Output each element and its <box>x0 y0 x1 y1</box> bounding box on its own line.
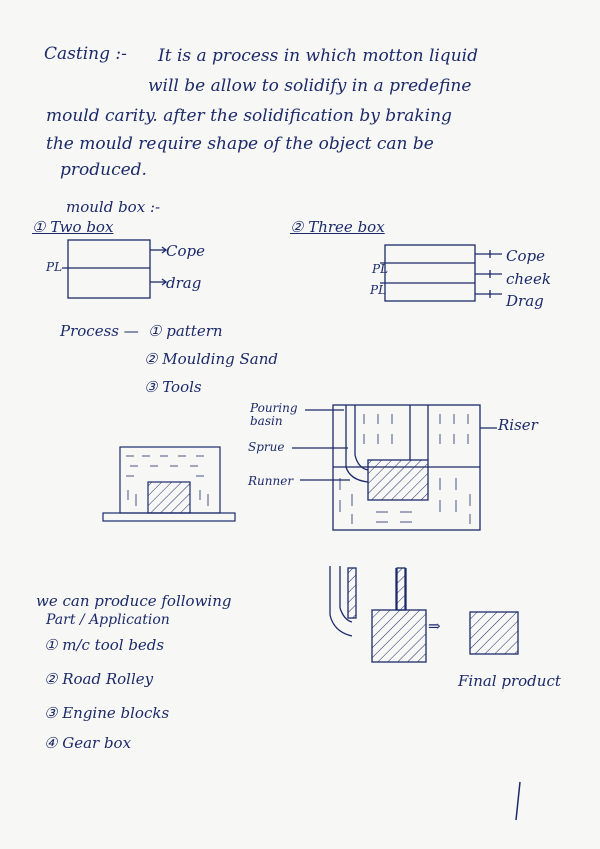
mould-box-heading: mould box :- <box>66 198 161 216</box>
process-item-1: ① pattern <box>148 322 223 340</box>
three-box-diagram <box>380 245 502 301</box>
application-item-1: ① m/c tool beds <box>44 636 165 654</box>
three-box-label: ② Three box <box>290 218 385 236</box>
two-box-cope: Cope <box>166 242 205 260</box>
three-box-cope: Cope <box>506 247 545 265</box>
three-box-cheek: cheek <box>506 270 551 288</box>
intro-line-2: will be allow to solidify in a predefine <box>148 76 472 96</box>
runner-label: Runner <box>248 474 294 488</box>
intro-line-5: produced. <box>60 160 147 180</box>
riser-label: Riser <box>498 416 538 434</box>
three-box-pl-2: PL <box>370 283 387 297</box>
solidified-casting-sketch <box>330 566 426 662</box>
sprue-label: Sprue <box>248 440 285 454</box>
intro-line-4: the mould require shape of the object can be <box>46 134 434 154</box>
three-box-drag: Drag <box>506 292 544 310</box>
application-item-4: ④ Gear box <box>44 734 132 752</box>
pouring-basin-label: Pouring basin <box>250 401 298 428</box>
intro-line-3: mould carity. after the solidification by braking <box>46 106 452 126</box>
pen-stroke <box>516 782 520 820</box>
final-product-label: Final product <box>458 672 561 690</box>
intro-line-1: It is a process in which motton liquid <box>158 46 478 66</box>
process-label: Process — <box>60 322 139 340</box>
three-box-pl-1: PL <box>372 262 389 276</box>
applications-heading-2: Part / Application <box>46 612 170 628</box>
final-product-sketch <box>470 612 518 654</box>
two-box-pl: PL <box>46 260 63 274</box>
pattern-mould-sketch <box>103 447 235 521</box>
two-box-drag: drag <box>166 274 202 292</box>
applications-heading-1: we can produce following <box>36 592 232 610</box>
process-item-2: ② Moulding Sand <box>144 350 278 368</box>
two-box-label: ① Two box <box>32 218 114 236</box>
casting-heading: Casting :- <box>44 44 127 64</box>
application-item-3: ③ Engine blocks <box>44 704 170 722</box>
application-item-2: ② Road Rolley <box>44 670 154 688</box>
casting-mould-diagram <box>292 405 497 530</box>
two-box-diagram <box>62 240 166 298</box>
final-arrow: ⇒ <box>428 617 441 635</box>
process-item-3: ③ Tools <box>144 378 202 396</box>
